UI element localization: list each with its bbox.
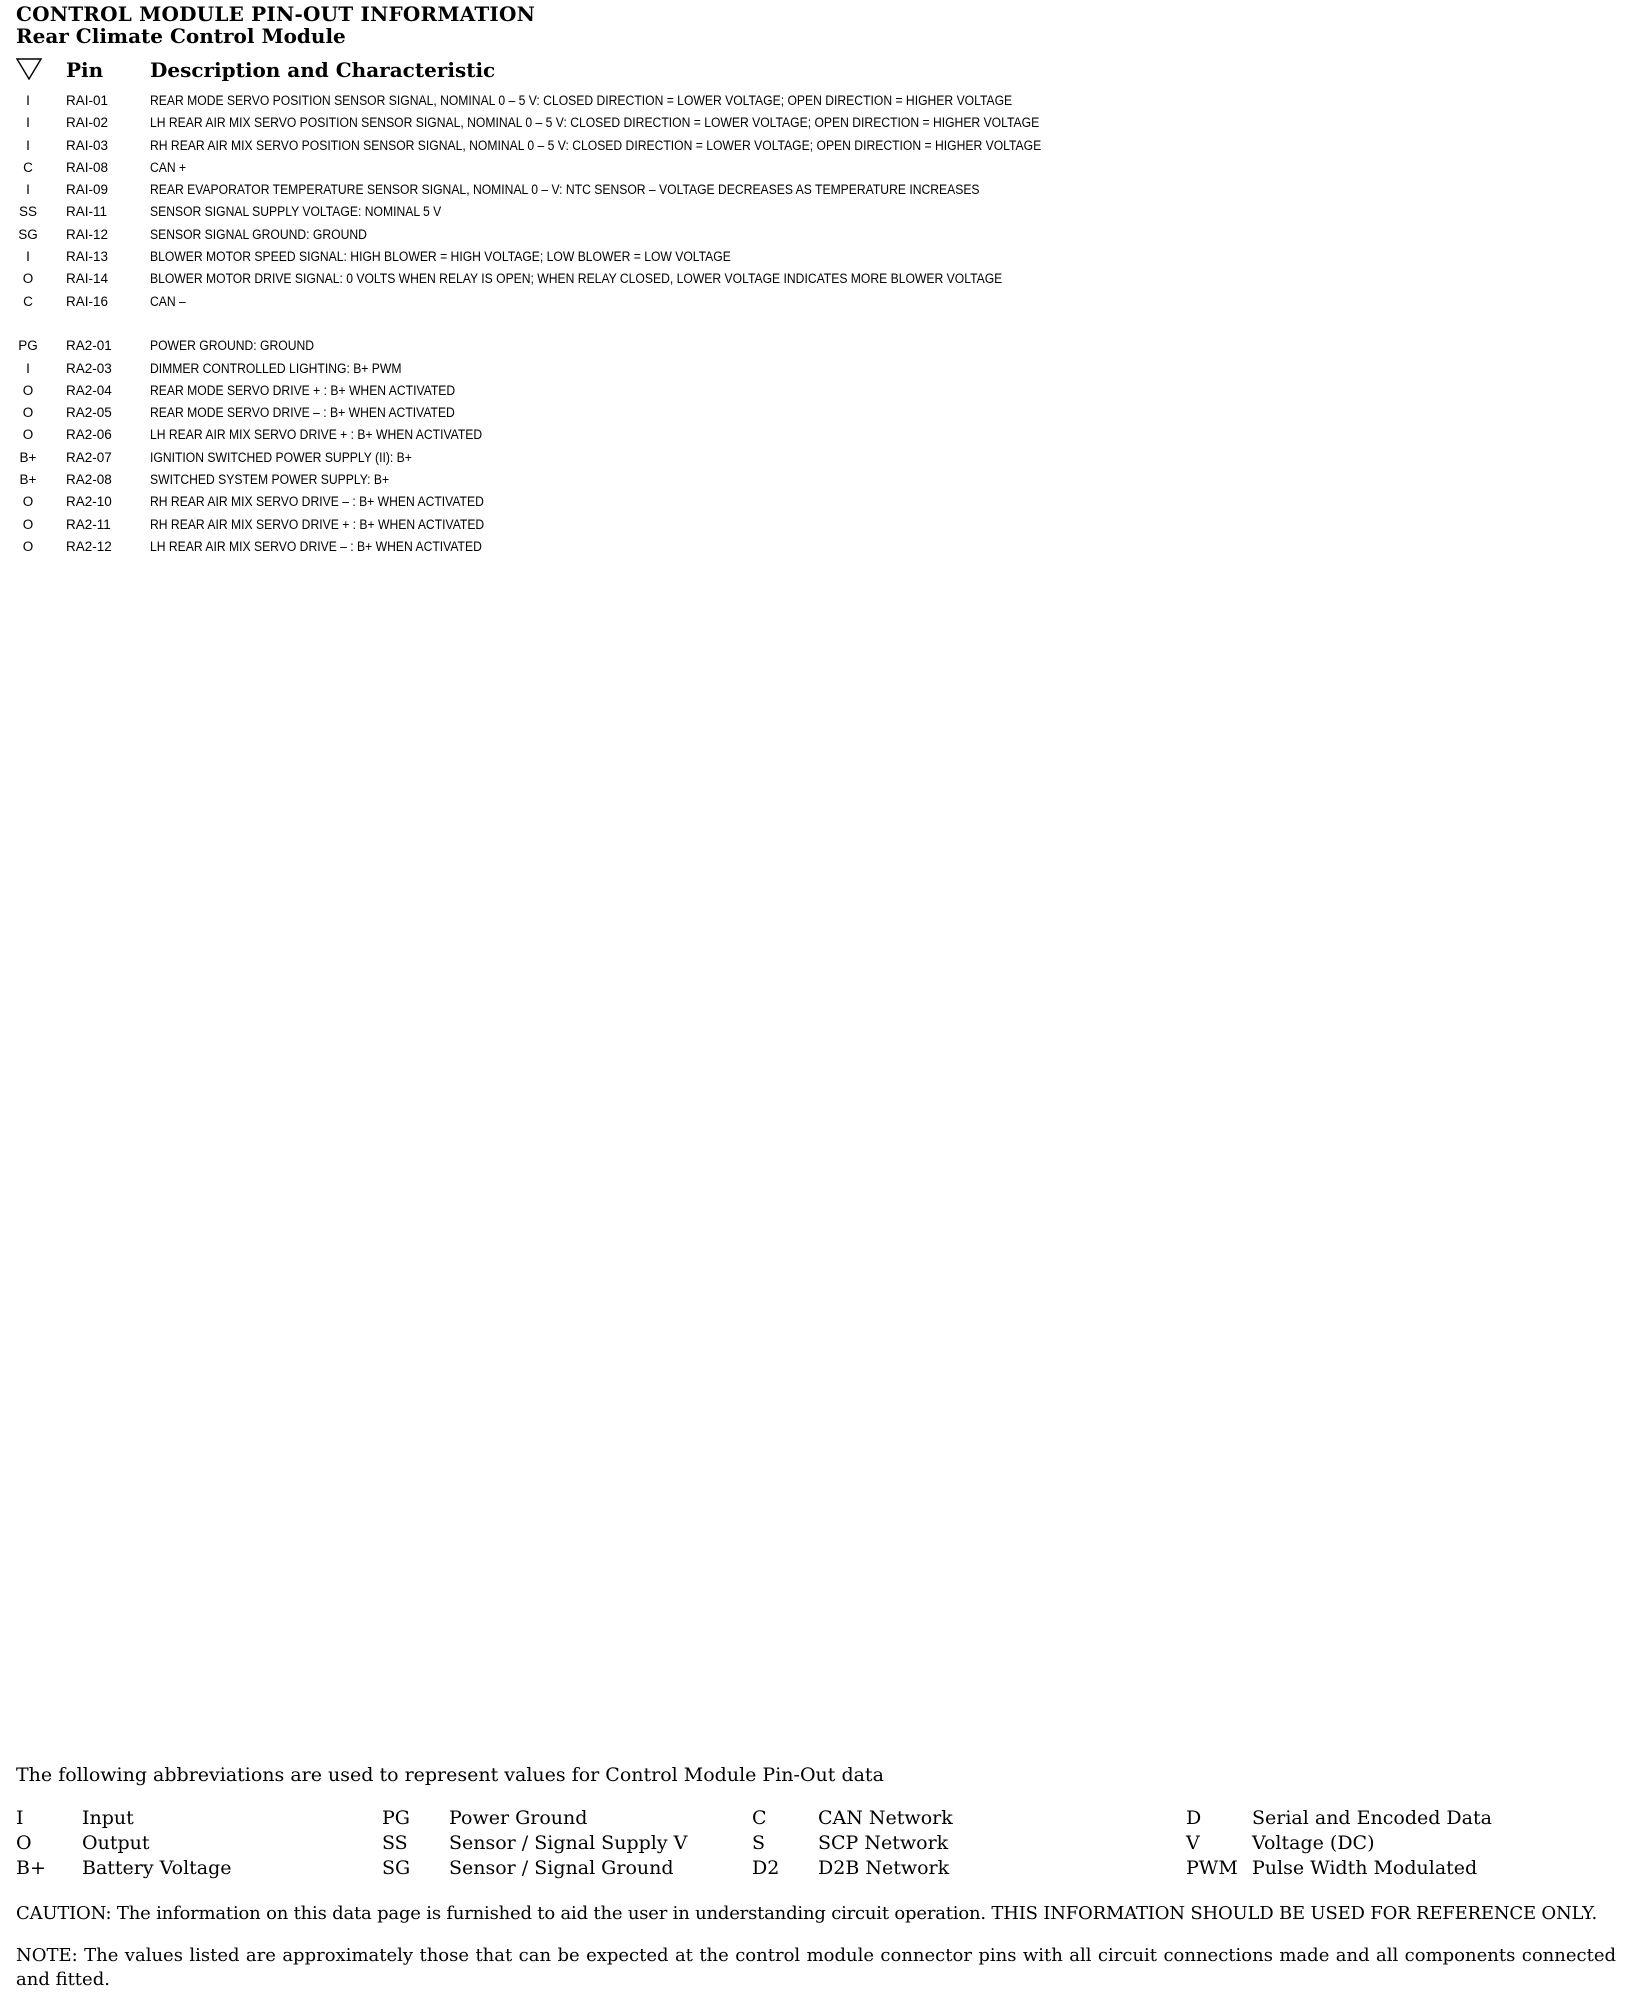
pin-description: LH REAR AIR MIX SERVO POSITION SENSOR SIGNAL, NOMINAL 0 – 5 V: CLOSED DIRECTION = LOWER VOLTAGE; OPEN DIRECTION = HIGHER VOLTAGE	[150, 115, 1040, 131]
legend-code: D2	[752, 1857, 780, 1879]
pin-type: PG	[18, 338, 38, 354]
pin-type: C	[23, 159, 33, 175]
legend-code: B+	[16, 1857, 46, 1879]
pin-description: SENSOR SIGNAL GROUND: GROUND	[150, 226, 367, 242]
table-row	[0, 90, 1632, 112]
pin-type: SG	[18, 226, 38, 242]
table-row	[0, 491, 1632, 513]
pin-id: RA2-05	[66, 405, 112, 421]
pin-description: REAR EVAPORATOR TEMPERATURE SENSOR SIGNAL, NOMINAL 0 – V: NTC SENSOR – VOLTAGE DECREASES AS TEMPERATURE INCREASES	[150, 182, 980, 198]
abbreviations-intro: The following abbreviations are used to represent values for Control Module Pin-Out data	[16, 1764, 884, 1786]
table-row	[0, 179, 1632, 201]
pin-id: RA2-08	[66, 472, 112, 488]
pin-type: B+	[19, 472, 37, 488]
table-row	[0, 402, 1632, 424]
pin-type: O	[22, 382, 34, 398]
pin-type: SS	[18, 204, 37, 220]
pin-id: RA2-11	[66, 516, 111, 532]
pin-type: O	[22, 538, 34, 554]
table-row	[0, 157, 1632, 179]
table-row	[0, 246, 1632, 268]
table-row	[0, 358, 1632, 380]
pin-id: RA2-10	[66, 494, 112, 510]
legend-label: Voltage (DC)	[1252, 1832, 1375, 1854]
table-row	[0, 380, 1632, 402]
legend-label: CAN Network	[818, 1807, 953, 1829]
pin-type: O	[22, 405, 34, 421]
legend-label: Sensor / Signal Supply V	[449, 1832, 688, 1854]
page-title: CONTROL MODULE PIN-OUT INFORMATION	[16, 2, 536, 26]
pin-id: RA2-04	[66, 382, 112, 398]
legend-label: SCP Network	[818, 1832, 949, 1854]
legend-code: PWM	[1186, 1857, 1238, 1879]
pin-description: BLOWER MOTOR SPEED SIGNAL: HIGH BLOWER = HIGH VOLTAGE; LOW BLOWER = LOW VOLTAGE	[150, 249, 731, 265]
legend-code: V	[1186, 1832, 1200, 1854]
pin-id: RA2-07	[66, 449, 112, 465]
pin-description: LH REAR AIR MIX SERVO DRIVE – : B+ WHEN ACTIVATED	[150, 538, 482, 554]
table-header	[0, 58, 1632, 84]
pin-type: B+	[19, 449, 37, 465]
pin-id: RAI-09	[66, 182, 109, 198]
legend-label: Sensor / Signal Ground	[449, 1857, 674, 1879]
pin-description: POWER GROUND: GROUND	[150, 338, 315, 354]
abbreviations-legend	[0, 1806, 1632, 1882]
pin-type: I	[26, 93, 30, 108]
table-row	[0, 135, 1632, 157]
table-row	[0, 201, 1632, 223]
pin-id: RAI-01	[66, 93, 109, 108]
pin-description: CAN +	[150, 159, 187, 175]
pin-description: LH REAR AIR MIX SERVO DRIVE + : B+ WHEN ACTIVATED	[150, 427, 483, 443]
table-row	[0, 112, 1632, 134]
group-spacer	[0, 313, 1632, 335]
pin-id: RAI-12	[66, 226, 109, 242]
page-subtitle: Rear Climate Control Module	[16, 24, 346, 48]
pin-id: RAI-03	[66, 137, 109, 153]
legend-code: PG	[382, 1807, 410, 1829]
table-row	[0, 424, 1632, 446]
legend-label: Serial and Encoded Data	[1252, 1807, 1492, 1829]
pin-id: RAI-13	[66, 249, 109, 265]
pin-type: I	[26, 360, 30, 376]
table-row	[0, 224, 1632, 246]
table-row	[0, 469, 1632, 491]
legend-code: O	[16, 1832, 32, 1854]
legend-label: Pulse Width Modulated	[1252, 1857, 1478, 1879]
header-pin: Pin	[66, 58, 104, 82]
pin-description: SWITCHED SYSTEM POWER SUPPLY: B+	[150, 472, 390, 488]
legend-label: Input	[82, 1807, 134, 1829]
pin-description: CAN –	[150, 293, 186, 309]
legend-code: I	[16, 1807, 24, 1829]
pin-type: O	[22, 516, 34, 532]
legend-code: C	[752, 1807, 767, 1829]
pin-type: I	[26, 182, 30, 198]
legend-code: D	[1186, 1807, 1202, 1829]
pin-description: SENSOR SIGNAL SUPPLY VOLTAGE: NOMINAL 5 V	[150, 204, 442, 220]
table-row	[0, 447, 1632, 469]
pin-type: I	[26, 115, 30, 131]
triangle-down-icon	[16, 58, 42, 80]
table-row	[0, 536, 1632, 558]
pin-id: RA2-01	[66, 338, 112, 354]
pin-type: I	[26, 137, 30, 153]
pin-type: O	[22, 271, 34, 287]
pin-type: O	[22, 427, 34, 443]
caution-text: CAUTION: The information on this data page is furnished to aid the user in understanding circuit operation. THIS INFORMATION SHOULD BE USED FOR REFERENCE ONLY.	[16, 1903, 1598, 1924]
pin-id: RAI-11	[66, 204, 108, 220]
table-row	[0, 291, 1632, 313]
pin-description: RH REAR AIR MIX SERVO DRIVE + : B+ WHEN ACTIVATED	[150, 516, 485, 532]
legend-code: S	[752, 1832, 766, 1854]
pin-id: RAI-08	[66, 159, 109, 175]
pin-description: REAR MODE SERVO DRIVE + : B+ WHEN ACTIVATED	[150, 382, 456, 398]
legend-label: Battery Voltage	[82, 1857, 232, 1879]
table-row	[0, 514, 1632, 536]
pin-description: RH REAR AIR MIX SERVO POSITION SENSOR SIGNAL, NOMINAL 0 – 5 V: CLOSED DIRECTION = LOWER VOLTAGE; OPEN DIRECTION = HIGHER VOLTAGE	[150, 137, 1042, 153]
pin-type: O	[22, 494, 34, 510]
pin-description: REAR MODE SERVO DRIVE – : B+ WHEN ACTIVATED	[150, 405, 455, 421]
legend-code: SS	[382, 1832, 408, 1854]
pin-id: RA2-03	[66, 360, 112, 376]
pin-description: BLOWER MOTOR DRIVE SIGNAL: 0 VOLTS WHEN RELAY IS OPEN; WHEN RELAY CLOSED, LOWER VOLTAGE INDICATES MORE BLOWER VOLTAGE	[150, 271, 1003, 287]
legend-code: SG	[382, 1857, 411, 1879]
table-row	[0, 335, 1632, 357]
pin-type: I	[26, 249, 30, 265]
legend-label: Power Ground	[449, 1807, 588, 1829]
pinout-table	[0, 90, 1632, 558]
note-text: NOTE: The values listed are approximately those that can be expected at the control module connector pins with all circuit connections made and all components connected and fitted.	[16, 1945, 1616, 1990]
legend-label: D2B Network	[818, 1857, 950, 1879]
legend-label: Output	[82, 1832, 150, 1854]
pin-description: RH REAR AIR MIX SERVO DRIVE – : B+ WHEN ACTIVATED	[150, 494, 484, 510]
pin-id: RAI-16	[66, 293, 109, 309]
pin-type: C	[23, 293, 33, 309]
pin-description: IGNITION SWITCHED POWER SUPPLY (II): B+	[150, 449, 412, 465]
header-description: Description and Characteristic	[150, 58, 496, 82]
pin-id: RAI-02	[66, 115, 109, 131]
pin-description: REAR MODE SERVO POSITION SENSOR SIGNAL, NOMINAL 0 – 5 V: CLOSED DIRECTION = LOWER VOLTAGE; OPEN DIRECTION = HIGHER VOLTAGE	[150, 93, 1013, 108]
table-row	[0, 268, 1632, 290]
pin-description: DIMMER CONTROLLED LIGHTING: B+ PWM	[150, 360, 402, 376]
pin-id: RA2-12	[66, 538, 112, 554]
pin-id: RA2-06	[66, 427, 112, 443]
pin-id: RAI-14	[66, 271, 109, 287]
